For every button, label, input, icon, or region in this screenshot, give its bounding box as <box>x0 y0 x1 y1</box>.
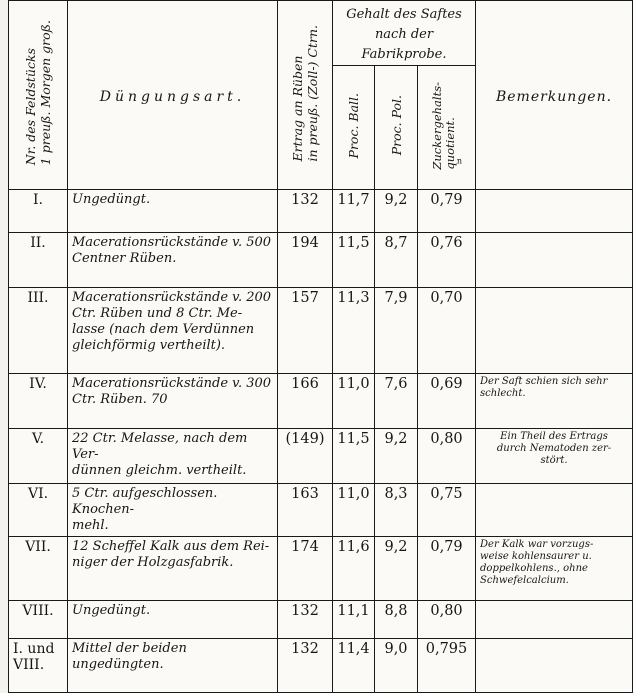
row-rem: Ein Theil des Ertrags durch Nematoden zer- stört. <box>476 429 633 484</box>
row-ball: 11,0 <box>333 484 375 537</box>
header-quotient-mark: n <box>456 155 463 165</box>
table-row <box>9 484 633 537</box>
header-proc-ball-text: Proc. Ball. <box>346 92 361 159</box>
table-row <box>9 374 633 429</box>
row-pol: 9,0 <box>375 639 418 693</box>
row-ball: 11,3 <box>333 288 375 374</box>
row-pol: 9,2 <box>375 537 418 601</box>
row-yield: (149) <box>278 429 333 484</box>
header-content-group <box>333 1 476 66</box>
row-desc: 5 Ctr. aufgeschlossen. Knochen- mehl. <box>68 484 278 537</box>
row-yield: 132 <box>278 601 333 639</box>
row-nr: VI. <box>9 484 68 537</box>
header-proc-pol <box>375 66 418 190</box>
row-pol: 7,9 <box>375 288 418 374</box>
table-row <box>9 639 633 693</box>
row-yield: 194 <box>278 233 333 288</box>
row-quot: 0,75 <box>418 484 476 537</box>
row-desc: Macerationsrückstände v. 200 Ctr. Rüben und 8 Ctr. Me- lasse (nach dem Verdünnen gleichförmig vertheilt). <box>68 288 278 374</box>
row-pol: 8,8 <box>375 601 418 639</box>
row-ball: 11,4 <box>333 639 375 693</box>
table-row <box>9 190 633 233</box>
header-quotient-text: Zuckergehalts- quotient. <box>429 81 457 170</box>
table-row <box>9 537 633 601</box>
row-pol: 8,7 <box>375 233 418 288</box>
row-rem <box>476 601 633 639</box>
header-yield-text: Ertrag an Rüben in preuß. (Zoll-) Ctrn. <box>290 24 320 162</box>
row-ball: 11,6 <box>333 537 375 601</box>
row-nr: IV. <box>9 374 68 429</box>
header-remarks <box>476 1 633 190</box>
row-nr: I. <box>9 190 68 233</box>
row-rem: Der Saft schien sich sehr schlecht. <box>476 374 633 429</box>
row-yield: 166 <box>278 374 333 429</box>
row-rem: Der Kalk war vorzugs- weise kohlensaurer u. doppelkohlens., ohne Schwefelcalcium. <box>476 537 633 601</box>
row-quot: 0,79 <box>418 537 476 601</box>
row-desc: Macerationsrückstände v. 300 Ctr. Rüben. 70 <box>68 374 278 429</box>
header-proc-ball <box>333 66 375 190</box>
row-yield: 132 <box>278 190 333 233</box>
row-yield: 157 <box>278 288 333 374</box>
row-desc: Macerationsrückstände v. 500 Centner Rüben. <box>68 233 278 288</box>
row-ball: 11,7 <box>333 190 375 233</box>
table-row <box>9 601 633 639</box>
row-rem <box>476 639 633 693</box>
row-desc: Mittel der beiden ungedüngten. <box>68 639 278 693</box>
fertilization-table <box>8 0 633 693</box>
row-ball: 11,5 <box>333 429 375 484</box>
row-desc: Ungedüngt. <box>68 190 278 233</box>
row-nr: VII. <box>9 537 68 601</box>
header-fertilization-text: Düngungsart. <box>99 88 246 105</box>
header-remarks-text: Bemerkungen. <box>495 88 613 105</box>
row-pol: 7,6 <box>375 374 418 429</box>
row-desc: Ungedüngt. <box>68 601 278 639</box>
row-nr: II. <box>9 233 68 288</box>
row-rem <box>476 190 633 233</box>
row-quot: 0,80 <box>418 429 476 484</box>
row-pol: 9,2 <box>375 429 418 484</box>
row-yield: 174 <box>278 537 333 601</box>
row-nr: VIII. <box>9 601 68 639</box>
header-parcel-text: Nr. des Feldstücks 1 preuß. Morgen groß. <box>23 20 53 166</box>
row-pol: 9,2 <box>375 190 418 233</box>
row-quot: 0,795 <box>418 639 476 693</box>
header-quotient <box>418 66 476 190</box>
row-ball: 11,0 <box>333 374 375 429</box>
row-quot: 0,70 <box>418 288 476 374</box>
row-quot: 0,79 <box>418 190 476 233</box>
row-yield: 163 <box>278 484 333 537</box>
row-desc: 12 Scheffel Kalk aus dem Rei- niger der Holzgasfabrik. <box>68 537 278 601</box>
table-body <box>9 190 633 693</box>
row-yield: 132 <box>278 639 333 693</box>
header-proc-pol-text: Proc. Pol. <box>388 95 404 156</box>
row-pol: 8,3 <box>375 484 418 537</box>
table-sheet <box>8 0 633 675</box>
row-rem <box>476 484 633 537</box>
row-nr: V. <box>9 429 68 484</box>
row-ball: 11,1 <box>333 601 375 639</box>
row-rem <box>476 233 633 288</box>
row-quot: 0,76 <box>418 233 476 288</box>
row-ball: 11,5 <box>333 233 375 288</box>
row-quot: 0,69 <box>418 374 476 429</box>
row-quot: 0,80 <box>418 601 476 639</box>
table-row <box>9 233 633 288</box>
row-nr: I. und VIII. <box>9 639 68 693</box>
header-fertilization <box>68 1 278 190</box>
header-content-group-text: Gehalt des Saftes nach der Fabrikprobe. <box>346 7 462 62</box>
row-nr: III. <box>9 288 68 374</box>
row-rem <box>476 288 633 374</box>
table-row <box>9 288 633 374</box>
row-desc: 22 Ctr. Melasse, nach dem Ver- dünnen gleichm. vertheilt. <box>68 429 278 484</box>
table-row <box>9 429 633 484</box>
header-parcel <box>9 1 68 190</box>
header-yield <box>278 1 333 190</box>
